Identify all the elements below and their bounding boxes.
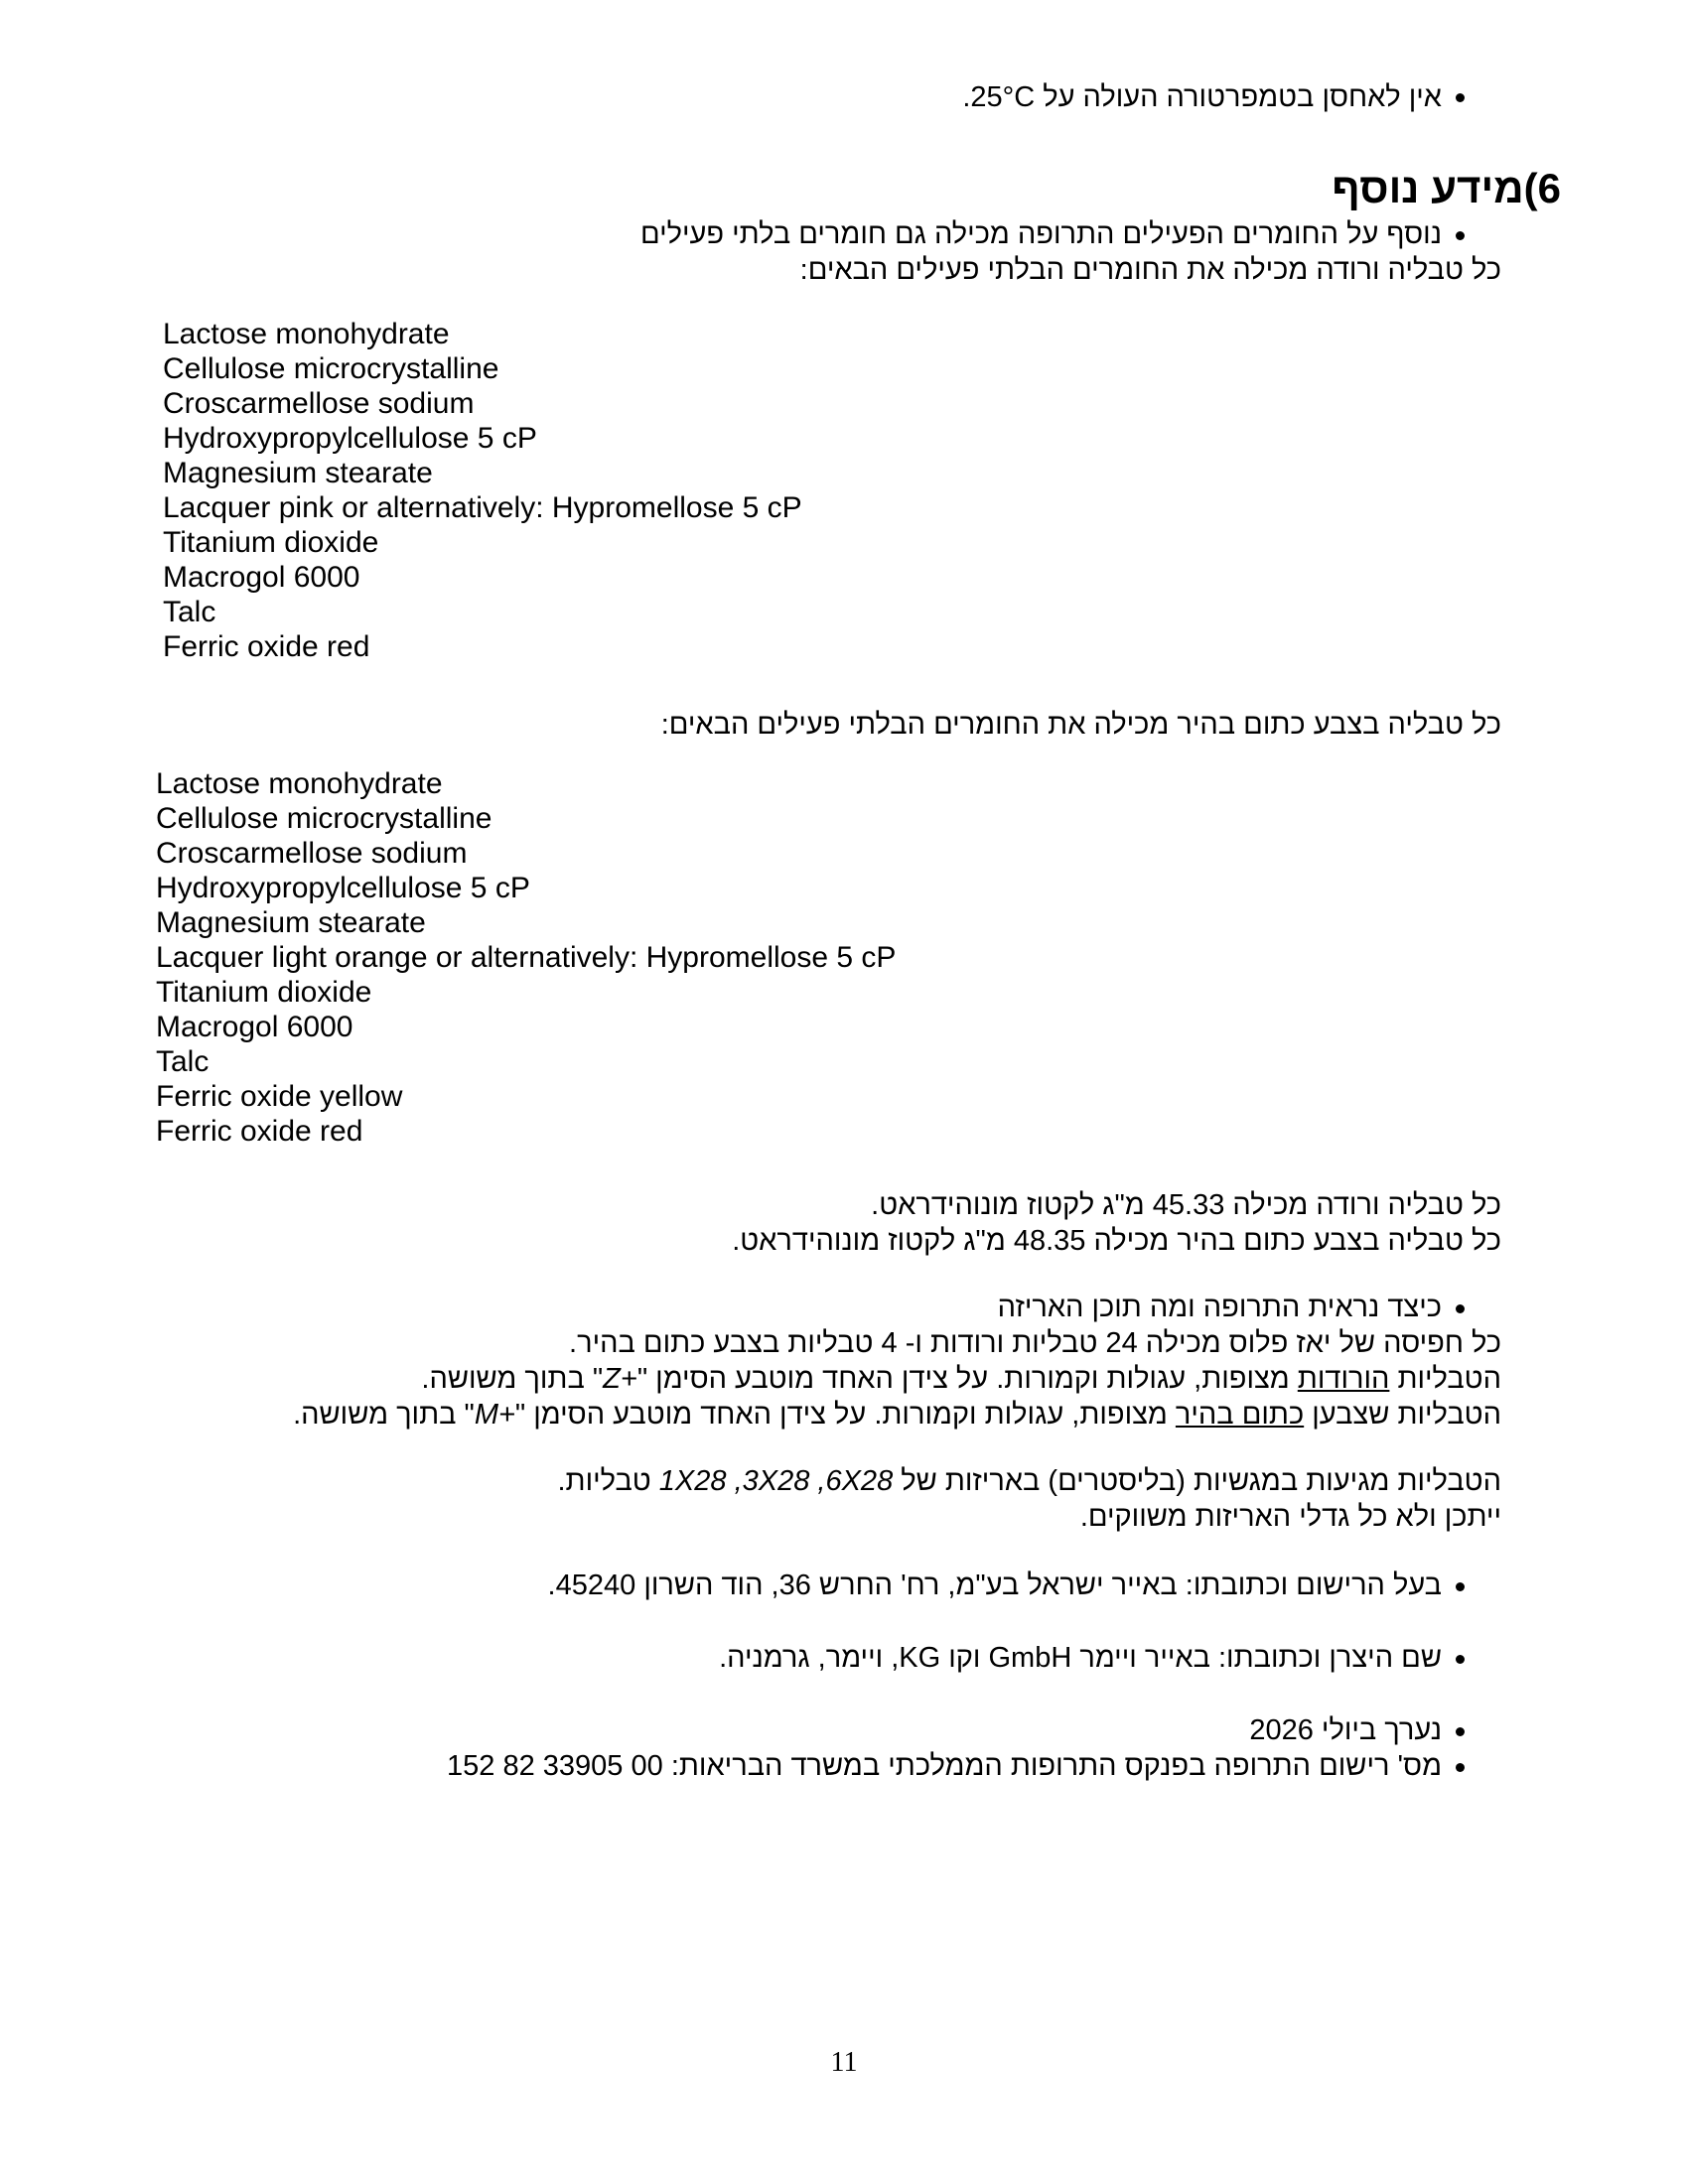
bullet-dot <box>1456 1763 1465 1772</box>
ingredient-item: Lactose monohydrate <box>156 767 443 800</box>
ingredient-item: Lacquer light orange or alternatively: Hypromellose 5 cP <box>156 941 897 974</box>
orange-ingredients-list <box>156 766 896 1149</box>
ingredient-item: Magnesium stearate <box>163 457 433 489</box>
ingredient-item: Ferric oxide red <box>156 1115 363 1148</box>
ingredient-item: Talc <box>156 1045 210 1078</box>
pink-tablet-description: הטבליות הורודות מצופות, עגולות וקמורות. על צידן האחד מוטבע הסימן "Z+" בתוך משושה. <box>421 1363 1501 1395</box>
inactive-ingredients-intro: נוסף על החומרים הפעילים התרופה מכילה גם חומרים בלתי פעילים <box>639 218 1442 250</box>
ingredient-item: Talc <box>163 596 216 628</box>
ingredient-item: Magnesium stearate <box>156 906 426 939</box>
ingredient-item: Ferric oxide red <box>163 630 370 663</box>
ingredient-item: Titanium dioxide <box>156 976 372 1009</box>
registration-number: מס' רישום התרופה בפנקס התרופות הממלכתי במשרד הבריאות: 00 33905 82 152 <box>447 1750 1442 1782</box>
ingredient-item: Hydroxypropylcellulose 5 cP <box>156 872 530 904</box>
ingredient-item: Cellulose microcrystalline <box>156 802 492 835</box>
bullet-dot <box>1456 1582 1465 1591</box>
orange-tablet-description: הטבליות שצבען כתום בהיר מצופות, עגולות וקמורות. על צידן האחד מוטבע הסימן "M+" בתוך משושה. <box>293 1399 1501 1431</box>
orange-tablet-intro: כל טבליה בצבע כתום בהיר מכילה את החומרים הבלתי פעילים הבאים: <box>660 709 1501 741</box>
appearance-heading: כיצד נראית התרופה ומה תוכן האריזה <box>997 1292 1442 1323</box>
ingredient-item: Macrogol 6000 <box>163 561 360 594</box>
license-holder: בעל הרישום וכתובתו: באייר ישראל בע"מ, רח' החרש 36, הוד השרון 45240. <box>547 1570 1442 1601</box>
ingredient-item: Cellulose microcrystalline <box>163 352 499 385</box>
blister-pack-sizes: הטבליות מגיעות במגשיות (בליסטרים) באריזות של 1X28 ,3X28 ,6X28 טבליות. <box>557 1465 1501 1497</box>
bullet-dot <box>1456 231 1465 240</box>
pink-tablet-intro: כל טבליה ורודה מכילה את החומרים הבלתי פעילים הבאים: <box>799 254 1501 286</box>
ingredient-item: Hydroxypropylcellulose 5 cP <box>163 422 537 455</box>
page-number: 11 <box>830 2047 858 2078</box>
ingredient-item: Ferric oxide yellow <box>156 1080 403 1113</box>
lactose-orange: כל טבליה בצבע כתום בהיר מכילה 48.35 מ"ג לקטוז מונוהידראט. <box>732 1225 1501 1257</box>
manufacturer: שם היצרן וכתובתו: באייר ויימר GmbH וקו KG, ויימר, גרמניה. <box>719 1642 1442 1674</box>
lactose-pink: כל טבליה ורודה מכילה 45.33 מ"ג לקטוז מונוהידראט. <box>871 1189 1501 1221</box>
pink-ingredients-list <box>163 317 802 664</box>
bullet-dot <box>1456 1304 1465 1313</box>
storage-note: אין לאחסן בטמפרטורה העולה על 25°C. <box>962 81 1442 113</box>
ingredient-item: Croscarmellose sodium <box>156 837 468 870</box>
ingredient-item: Croscarmellose sodium <box>163 387 475 420</box>
bullet-dot <box>1456 93 1465 102</box>
ingredient-item: Lactose monohydrate <box>163 318 450 350</box>
ingredient-item: Lacquer pink or alternatively: Hypromellose 5 cP <box>163 491 802 524</box>
ingredient-item: Macrogol 6000 <box>156 1011 353 1043</box>
bullet-dot <box>1456 1727 1465 1736</box>
section-heading: 6)מידע נוסף <box>1332 165 1561 211</box>
bullet-dot <box>1456 1655 1465 1664</box>
pack-content: כל חפיסה של יאז פלוס מכילה 24 טבליות ורודות ו- 4 טבליות בצבע כתום בהיר. <box>569 1327 1501 1359</box>
edited-date: נערך ביולי 2026 <box>1249 1714 1442 1746</box>
ingredient-item: Titanium dioxide <box>163 526 379 559</box>
not-all-marketed: ייתכן ולא כל גדלי האריזות משווקים. <box>1079 1501 1501 1533</box>
